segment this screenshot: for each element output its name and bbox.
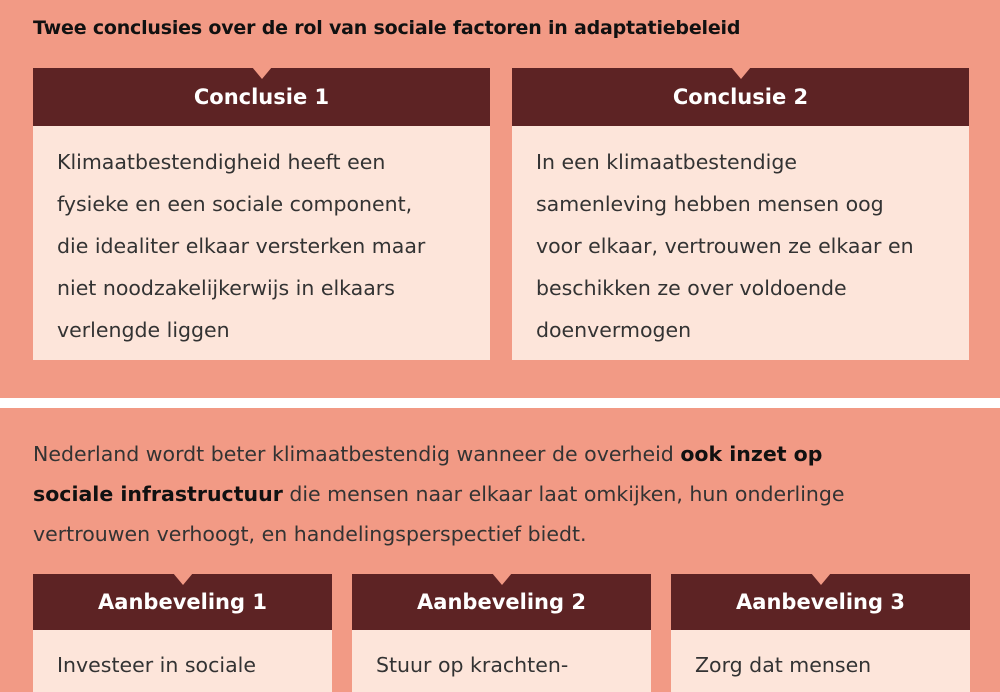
conclusion-2-heading: Conclusie 2 bbox=[512, 68, 969, 126]
recommendation-3-card bbox=[671, 630, 970, 692]
conclusion-2-line: In een klimaatbestendige bbox=[536, 150, 797, 174]
conclusion-1-line: fysieke en een sociale component, bbox=[57, 192, 413, 216]
conclusion-1-line: verlengde liggen bbox=[57, 318, 230, 342]
recommendation-1-heading: Aanbeveling 1 bbox=[33, 574, 332, 630]
conclusion-1-heading: Conclusie 1 bbox=[33, 68, 490, 126]
intro-emphasis: ook inzet op bbox=[680, 442, 823, 466]
intro-text: Nederland wordt beter klimaatbestendig wanneer de overheid bbox=[33, 442, 681, 466]
conclusion-1-card bbox=[33, 126, 490, 360]
intro-text: die mensen naar elkaar laat omkijken, hun onderlinge bbox=[282, 482, 845, 506]
intro-paragraph bbox=[33, 434, 963, 554]
recommendation-2-line: Stuur op krachten- bbox=[376, 653, 569, 677]
panel-title: Twee conclusies over de rol van sociale factoren in adaptatiebeleid bbox=[33, 17, 741, 39]
recommendation-1-card bbox=[33, 630, 332, 692]
intro-line: vertrouwen verhoogt, en handelingsperspectief biedt. bbox=[33, 522, 587, 546]
intro-line bbox=[33, 434, 963, 474]
intro-emphasis: sociale infrastructuur bbox=[33, 482, 283, 506]
conclusion-2-line: voor elkaar, vertrouwen ze elkaar en bbox=[536, 234, 914, 258]
conclusion-1-line: niet noodzakelijkerwijs in elkaars bbox=[57, 276, 395, 300]
conclusion-2-line: doenvermogen bbox=[536, 318, 692, 342]
intro-line bbox=[33, 474, 963, 514]
recommendation-3-line: Zorg dat mensen bbox=[695, 653, 872, 677]
conclusion-2-card bbox=[512, 126, 969, 360]
recommendation-2-heading: Aanbeveling 2 bbox=[352, 574, 651, 630]
recommendation-3-heading: Aanbeveling 3 bbox=[671, 574, 970, 630]
conclusion-1-line: die idealiter elkaar versterken maar bbox=[57, 234, 426, 258]
recommendation-2-card bbox=[352, 630, 651, 692]
conclusion-1-line: Klimaatbestendigheid heeft een bbox=[57, 150, 386, 174]
conclusion-2-line: beschikken ze over voldoende bbox=[536, 276, 847, 300]
recommendation-1-line: Investeer in sociale bbox=[57, 653, 256, 677]
conclusion-2-line: samenleving hebben mensen oog bbox=[536, 192, 884, 216]
